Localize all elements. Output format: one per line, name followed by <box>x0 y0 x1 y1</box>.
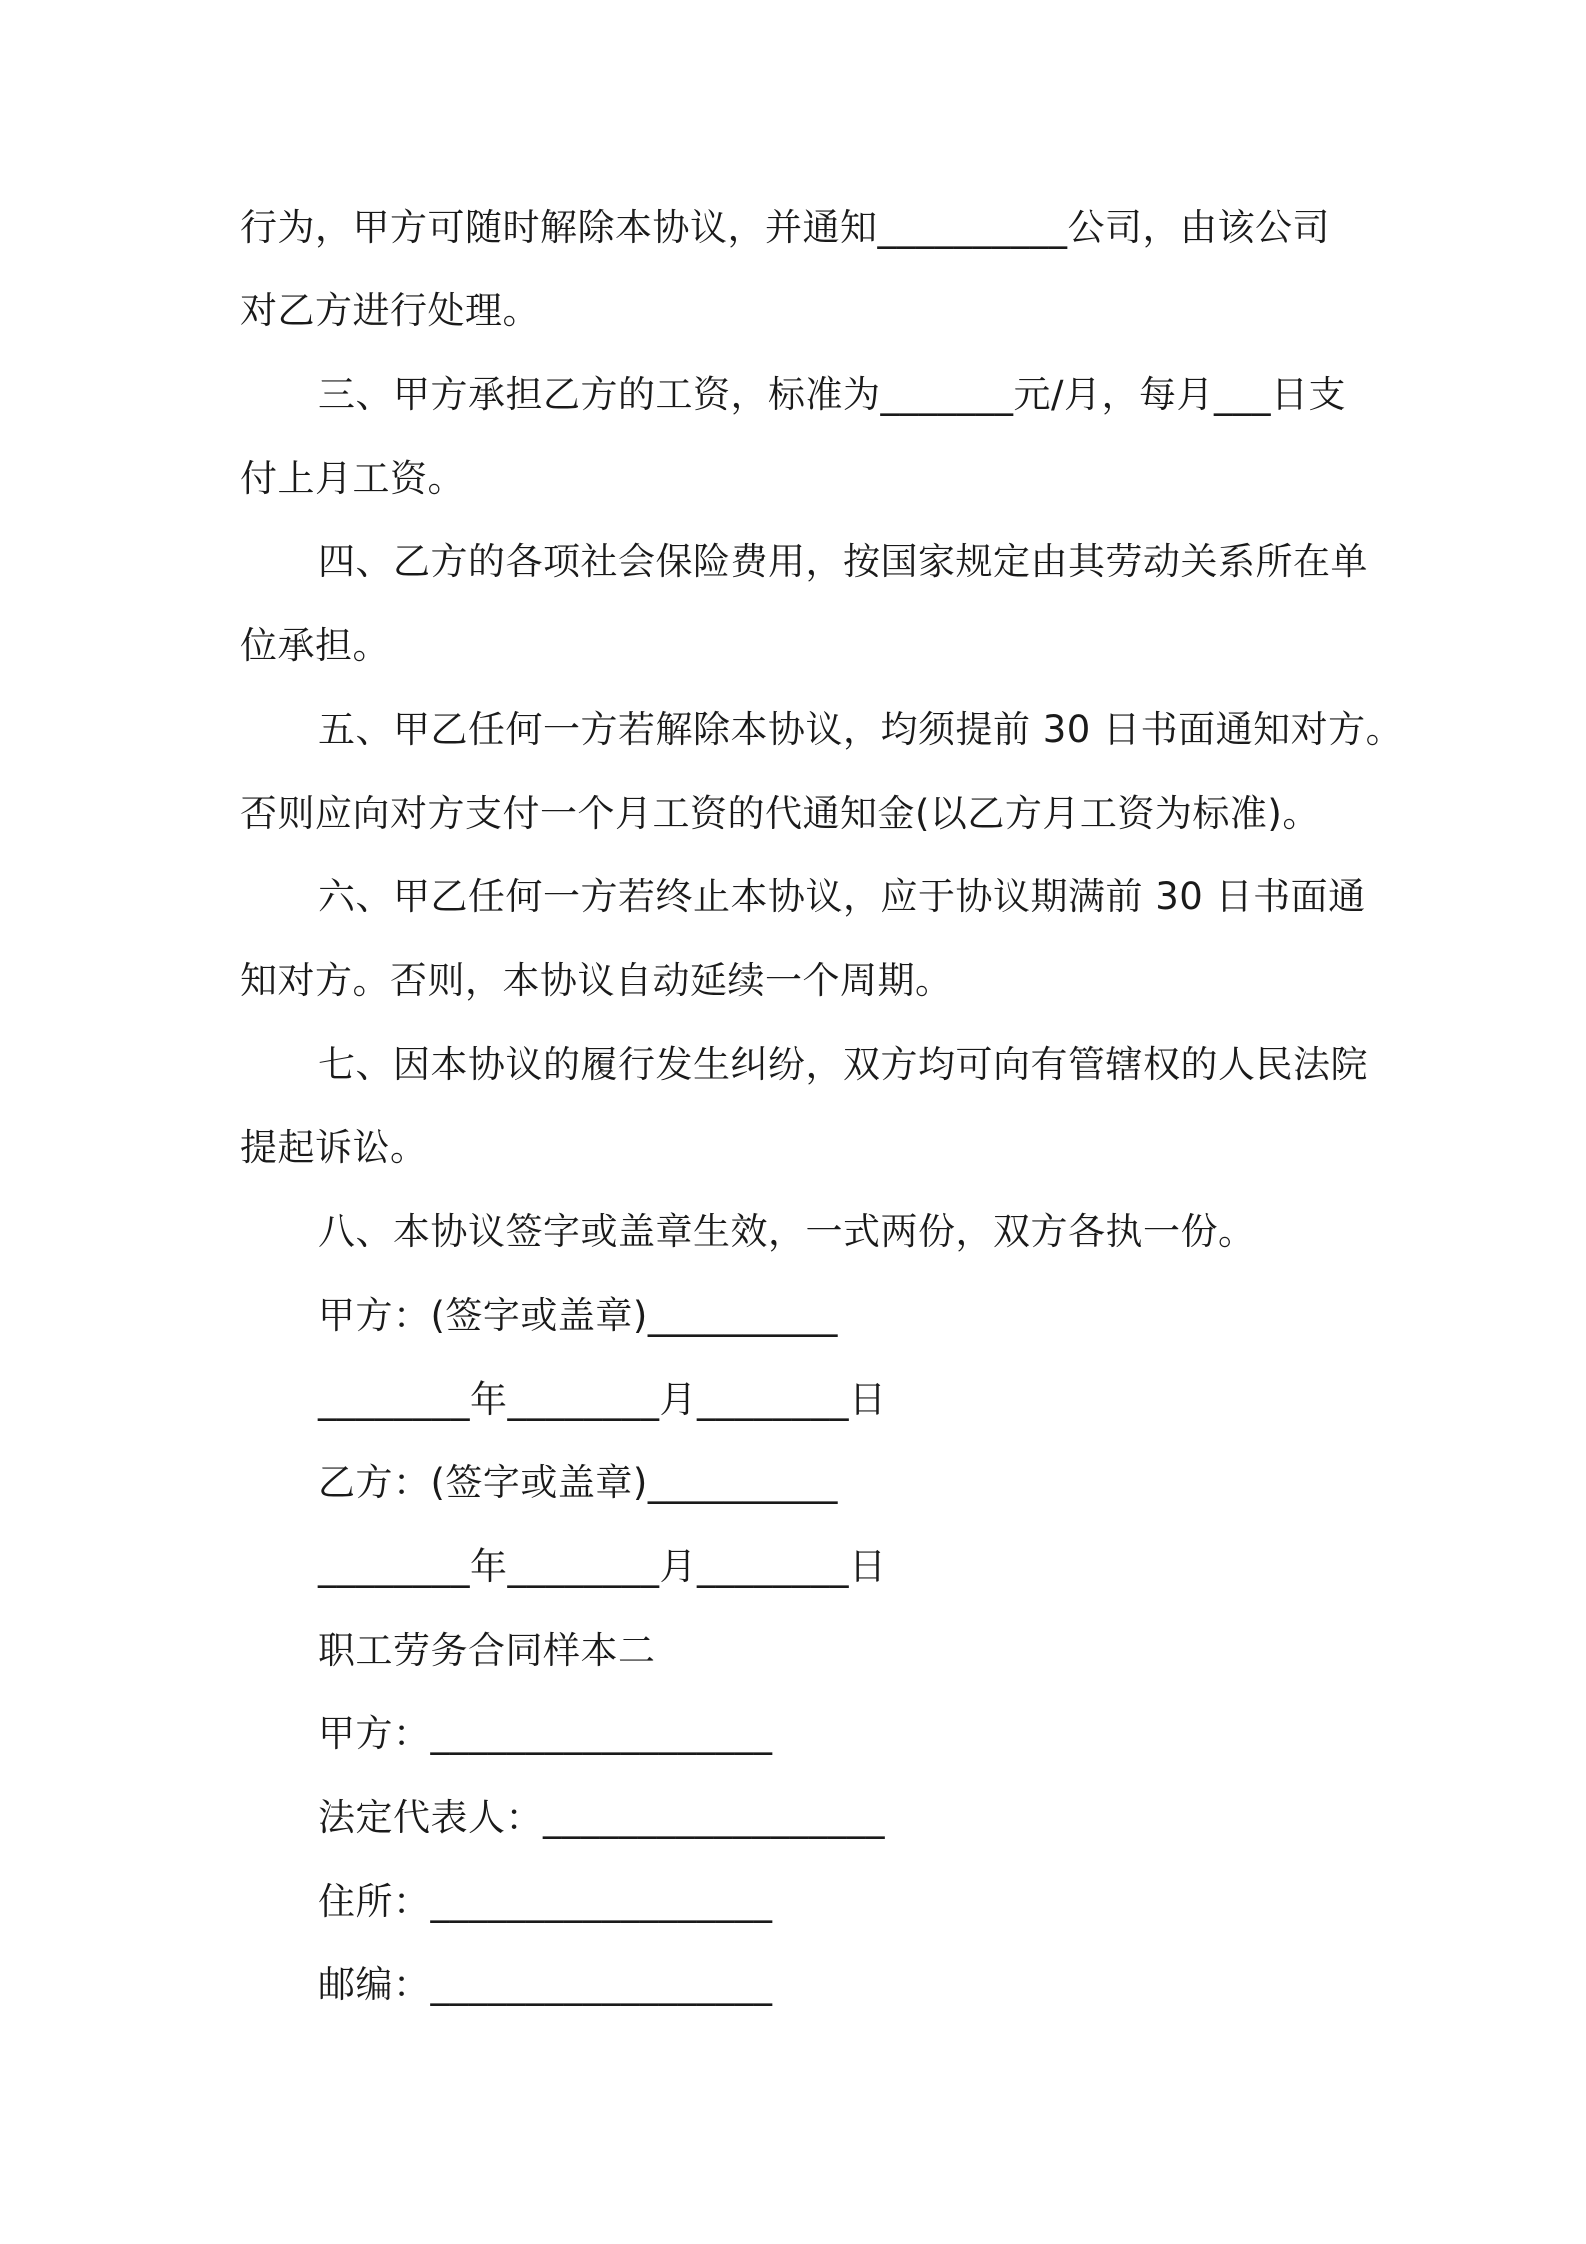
party-b-signature-line: 乙方：(签字或盖章)__________ <box>318 1461 838 1504</box>
postal-code-field: 邮编：__________________ <box>318 1963 773 2006</box>
party-a-field: 甲方：__________________ <box>318 1712 773 1755</box>
text-line: 提起诉讼。 <box>240 1126 428 1169</box>
clause-6: 六、甲乙任何一方若终止本协议，应于协议期满前 30 日书面通 <box>318 875 1366 918</box>
section-heading: 职工劳务合同样本二 <box>318 1629 656 1672</box>
party-a-date-line: ________年________月________日 <box>318 1378 887 1421</box>
legal-representative-field: 法定代表人：__________________ <box>318 1796 885 1839</box>
clause-4: 四、乙方的各项社会保险费用，按国家规定由其劳动关系所在单 <box>318 540 1368 583</box>
clause-3: 三、甲方承担乙方的工资，标准为_______元/月，每月___日支 <box>318 373 1346 416</box>
text-line: 行为，甲方可随时解除本协议，并通知__________公司，由该公司 <box>240 206 1330 249</box>
text-line: 付上月工资。 <box>240 457 465 500</box>
text-line: 位承担。 <box>240 624 390 667</box>
clause-7: 七、因本协议的履行发生纠纷，双方均可向有管辖权的人民法院 <box>318 1043 1368 1086</box>
text-line: 知对方。否则，本协议自动延续一个周期。 <box>240 959 953 1002</box>
party-b-date-line: ________年________月________日 <box>318 1545 887 1588</box>
clause-5: 五、甲乙任何一方若解除本协议，均须提前 30 日书面通知对方。 <box>318 708 1404 751</box>
clause-8: 八、本协议签字或盖章生效，一式两份，双方各执一份。 <box>318 1210 1256 1253</box>
text-line: 否则应向对方支付一个月工资的代通知金(以乙方月工资为标准)。 <box>240 792 1320 835</box>
text-line: 对乙方进行处理。 <box>240 289 540 332</box>
address-field: 住所：__________________ <box>318 1880 773 1923</box>
party-a-signature-line: 甲方：(签字或盖章)__________ <box>318 1294 838 1337</box>
